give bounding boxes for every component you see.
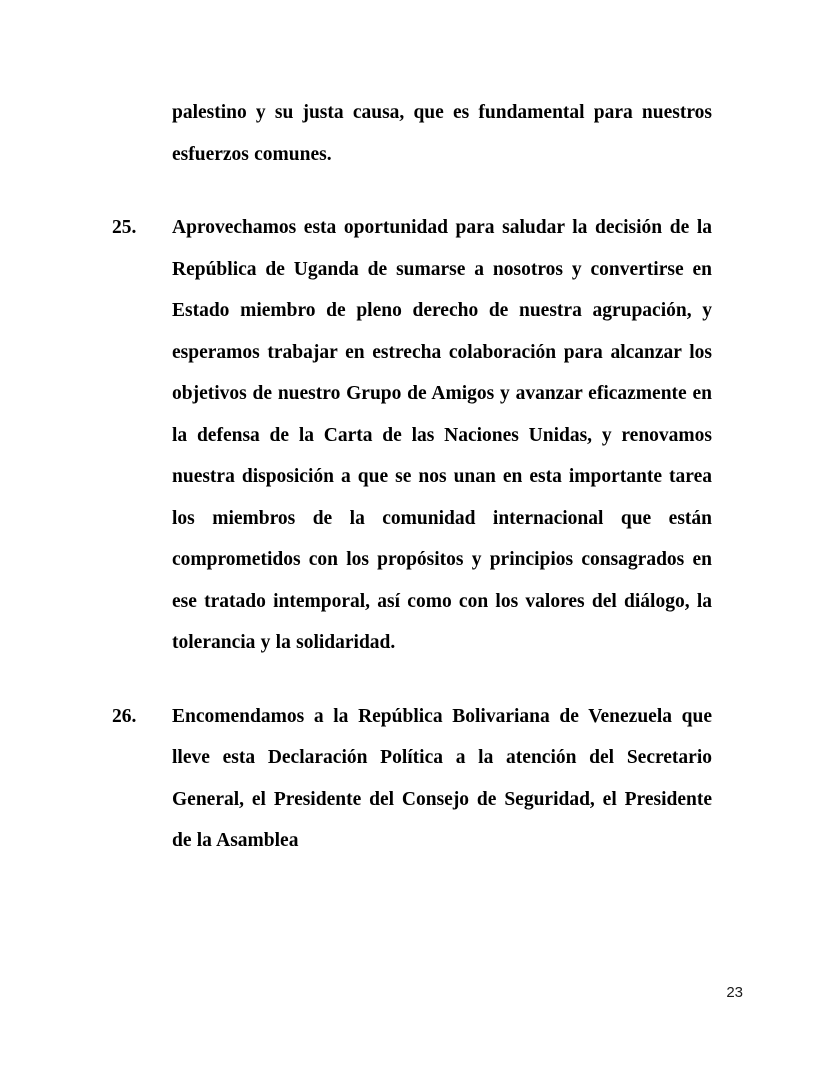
paragraph-26 <box>112 696 712 862</box>
paragraph-text: Aprovechamos esta oportunidad para saludar la decisión de la República de Uganda de sumarse a nosotros y convertirse en Estado miembro de pleno derecho de nuestra agrupación, y esperamos trabajar en estrecha colaboración para alcanzar los objetivos de nuestro Grupo de Amigos y avanzar eficazmente en la defensa de la Carta de las Naciones Unidas, y renovamos nuestra disposición a que se nos unan en esta importante tarea los miembros de la comunidad internacional que están comprometidos con los propósitos y principios consagrados en ese tratado intemporal, así como con los valores del diálogo, la tolerancia y la solidaridad. <box>172 217 712 653</box>
paragraph-text: palestino y su justa causa, que es fundamental para nuestros esfuerzos comunes. <box>172 102 712 165</box>
paragraph-25 <box>112 207 712 664</box>
paragraph-continuation <box>112 92 712 175</box>
paragraph-number: 26. <box>112 705 137 727</box>
paragraph-text: Encomendamos a la República Bolivariana de Venezuela que lleve esta Declaración Política a la atención del Secretario General, el Presidente del Consejo de Seguridad, el Presidente de la Asamblea <box>172 705 712 851</box>
document-body <box>112 92 712 862</box>
paragraph-number: 25. <box>112 217 137 238</box>
page-number: 23 <box>726 984 743 1001</box>
